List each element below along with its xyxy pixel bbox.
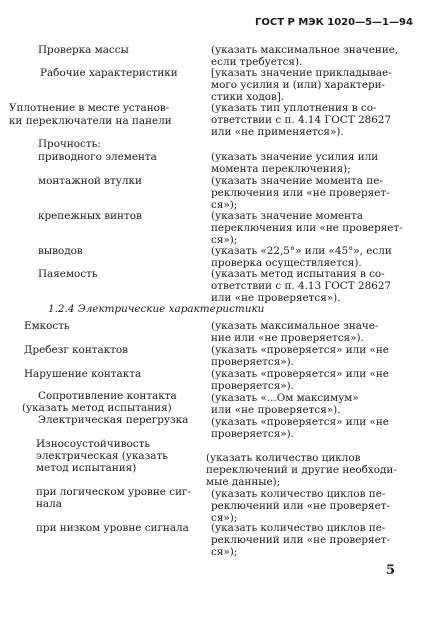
value-wear-line3: мые данные); [206, 476, 281, 488]
label-low-level: при низком уровне сигнала [36, 522, 189, 534]
label-seal-line1: Уплотнение в месте установ- [9, 102, 170, 114]
label-strength: Прочность: [38, 138, 101, 150]
label-fix-screws: крепежных винтов [38, 210, 142, 222]
value-wear-line1: (указать количество циклов [206, 452, 361, 464]
value-seal-line3: или «не применяется»). [211, 126, 344, 138]
value-screws-line3: ся»); [211, 234, 238, 246]
value-overload-line2: проверяется»). [211, 428, 295, 440]
value-wear-line2: переключений и другие необходи- [206, 464, 397, 476]
label-wear-line1: Износоустойчивость [36, 438, 150, 450]
value-working-line3: стики ходов]. [211, 91, 285, 103]
value-low-line1: (указать количество циклов пе- [211, 522, 386, 534]
value-seal-line2: ответствии с п. 4.14 ГОСТ 28627 [211, 114, 392, 126]
value-mass-line1: (указать максимальное значение, [211, 44, 399, 56]
value-screws-line1: (указать значение момента [211, 210, 363, 222]
value-drive-line2: момента переключения); [211, 163, 351, 175]
label-capacitance: Емкость [24, 320, 70, 332]
section-title: 1.2.4 Электрические характеристики [48, 303, 265, 315]
value-cap-line1: (указать максимальное значе- [211, 320, 379, 332]
label-logic-line2: нала [36, 498, 62, 510]
value-resist-line1: (указать «...Ом максимум» [211, 392, 359, 404]
value-mass-line2: если требуется). [211, 56, 303, 68]
value-drive-line1: (указать значение усилия или [211, 151, 379, 163]
value-bounce-line1: (указать «проверяется» или «не [211, 344, 389, 356]
value-low-line2: реключений или «не проверяет- [211, 534, 390, 546]
page-number: 5 [386, 563, 396, 578]
label-terminals: выводов [38, 245, 83, 257]
value-bush-line1: (указать значение момента пе- [211, 175, 383, 187]
label-mass-check: Проверка массы [38, 44, 129, 56]
value-break-line1: (указать «проверяется» или «не [211, 368, 389, 380]
label-solderability: Паяемость [38, 268, 98, 280]
value-solder-line2: ответствии с п. 4.13 ГОСТ 28627 [211, 280, 392, 292]
value-solder-line3: или «не проверяется»). [211, 292, 341, 304]
label-logic-line1: при логическом уровне сиг- [36, 486, 191, 498]
value-low-line3: ся»); [211, 546, 238, 558]
value-working-line2: мого усилия и (или) характери- [211, 79, 386, 91]
label-contact-break: Нарушение контакта [24, 368, 142, 380]
label-seal-line2: ки переключатели на панели [9, 115, 172, 127]
value-terminals-line1: (указать «22,5°» или «45°», если [211, 245, 392, 257]
label-el-overload: Электрическая перегрузка [38, 414, 189, 426]
label-working-chars: Рабочие характеристики [40, 67, 178, 79]
label-drive-element: приводного элемента [38, 151, 157, 163]
label-mount-bush: монтажной втулки [38, 175, 142, 187]
value-terminals-line2: проверка осуществляется). [211, 257, 362, 269]
value-logic-line2: реключений или «не проверяет- [211, 500, 390, 512]
value-overload-line1: (указать «проверяется» или «не [211, 416, 389, 428]
value-seal-line1: (указать тип уплотнения в со- [211, 102, 377, 114]
value-break-line2: проверяется»). [211, 380, 295, 392]
value-cap-line2: ние или «не проверяется»). [211, 332, 364, 344]
value-bush-line3: ся»); [211, 199, 238, 211]
page-header: ГОСТ Р МЭК 1020—5—1—94 [255, 17, 413, 28]
label-wear-line2: электрическая (указать [36, 450, 168, 462]
value-screws-line2: переключения или «не проверяет- [211, 222, 403, 234]
value-resist-line2: или «не проверяется»). [211, 404, 341, 416]
label-bounce: Дребезг контактов [24, 344, 129, 356]
value-working-line1: [указать значение прикладывае- [211, 67, 392, 79]
value-bounce-line2: проверяется»). [211, 356, 295, 368]
label-resistance-line2: (указать метод испытания) [22, 402, 172, 414]
value-logic-line1: (указать количество циклов пе- [211, 488, 386, 500]
label-resistance-line1: Сопротивление контакта [38, 390, 177, 402]
value-solder-line1: (указать метод испытания в со- [211, 268, 385, 280]
value-bush-line2: реключения или «не проверяет- [211, 187, 390, 199]
label-wear-line3: метод испытания) [36, 462, 137, 474]
value-logic-line3: ся»); [211, 512, 238, 524]
